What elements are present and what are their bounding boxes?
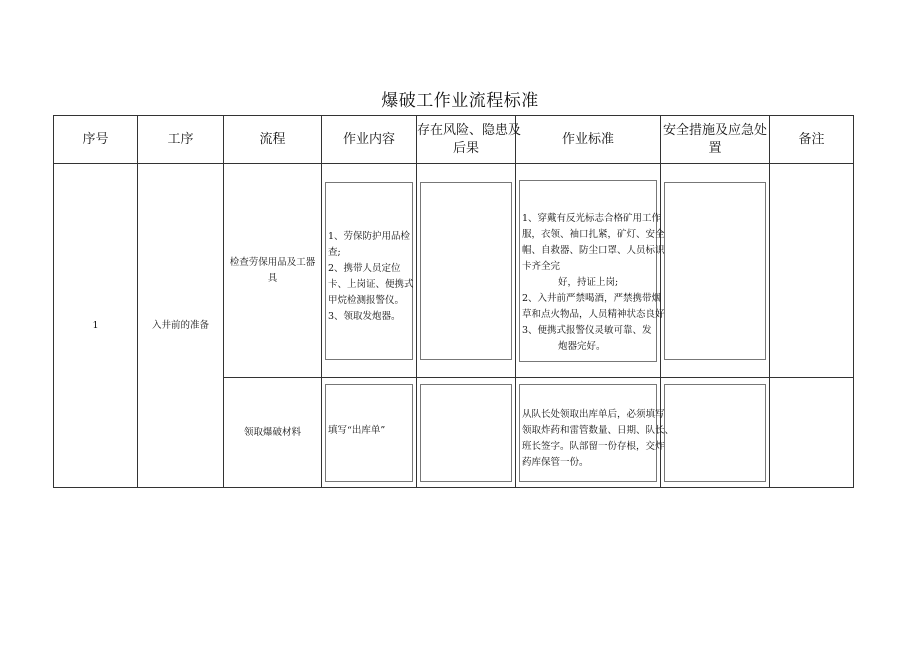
safety-2-box xyxy=(664,384,766,482)
cell-risk-2 xyxy=(417,378,516,488)
cell-remark-1 xyxy=(770,164,854,378)
cell-remark-2 xyxy=(770,378,854,488)
header-step: 工序 xyxy=(138,116,224,164)
header-content: 作业内容 xyxy=(322,116,417,164)
cell-flow-2 xyxy=(224,378,322,488)
cell-content-1 xyxy=(322,164,417,378)
header-remark: 备注 xyxy=(770,116,854,164)
header-standard: 作业标准 xyxy=(516,116,661,164)
cell-seq: 1 xyxy=(54,164,138,488)
table-row xyxy=(54,164,854,378)
workflow-table xyxy=(53,115,854,488)
flow-2-text: 领取爆破材料 xyxy=(243,426,301,438)
safety-1-box xyxy=(664,182,766,360)
content-1-box: 1、劳保防护用品检 查; 2、携带人员定位 卡、上岗证、便携式 甲烷检测报警仪。 3、领取发炮器。 xyxy=(325,182,413,360)
header-risk: 存在风险、隐患及 后果 xyxy=(417,116,516,164)
cell-step: 入井前的准备 xyxy=(138,164,224,488)
content-2-box: 填写“出库单” xyxy=(325,384,413,482)
cell-flow-1 xyxy=(224,164,322,378)
standard-2-box: 从队长处领取出库单后，必须填写 领取炸药和雷管数量、日期、队长、 班长签字。队部留一份存根，交炸 药库保管一份。 xyxy=(519,384,657,482)
cell-standard-2 xyxy=(516,378,675,488)
header-safety: 安全措施及应急处 置 xyxy=(661,116,770,164)
cell-safety-2 xyxy=(661,378,770,488)
header-seq: 序号 xyxy=(54,116,138,164)
cell-risk-1 xyxy=(417,164,516,378)
risk-2-box xyxy=(420,384,512,482)
cell-standard-1 xyxy=(516,164,665,378)
cell-content-2 xyxy=(322,378,417,488)
risk-1-box xyxy=(420,182,512,360)
document-title: 爆破工作业流程标准 xyxy=(381,91,539,111)
standard-1-box: 1、穿戴有反光标志合格矿用工作 服，衣领、袖口扎紧，矿灯、安全 帽、自救器、防尘口罩、人员标识 卡齐全完 好，持证上岗; 2、入井前严禁喝酒，严禁携带烟 草和点火物品，人员精神状态良好 3、便携式报警仪灵敏可靠、发 炮器完好。 xyxy=(519,180,657,362)
cell-safety-1 xyxy=(661,164,770,378)
flow-1-text: 检查劳保用品及工器具 xyxy=(229,256,316,284)
header-flow: 流程 xyxy=(224,116,322,164)
header-row xyxy=(54,116,854,164)
